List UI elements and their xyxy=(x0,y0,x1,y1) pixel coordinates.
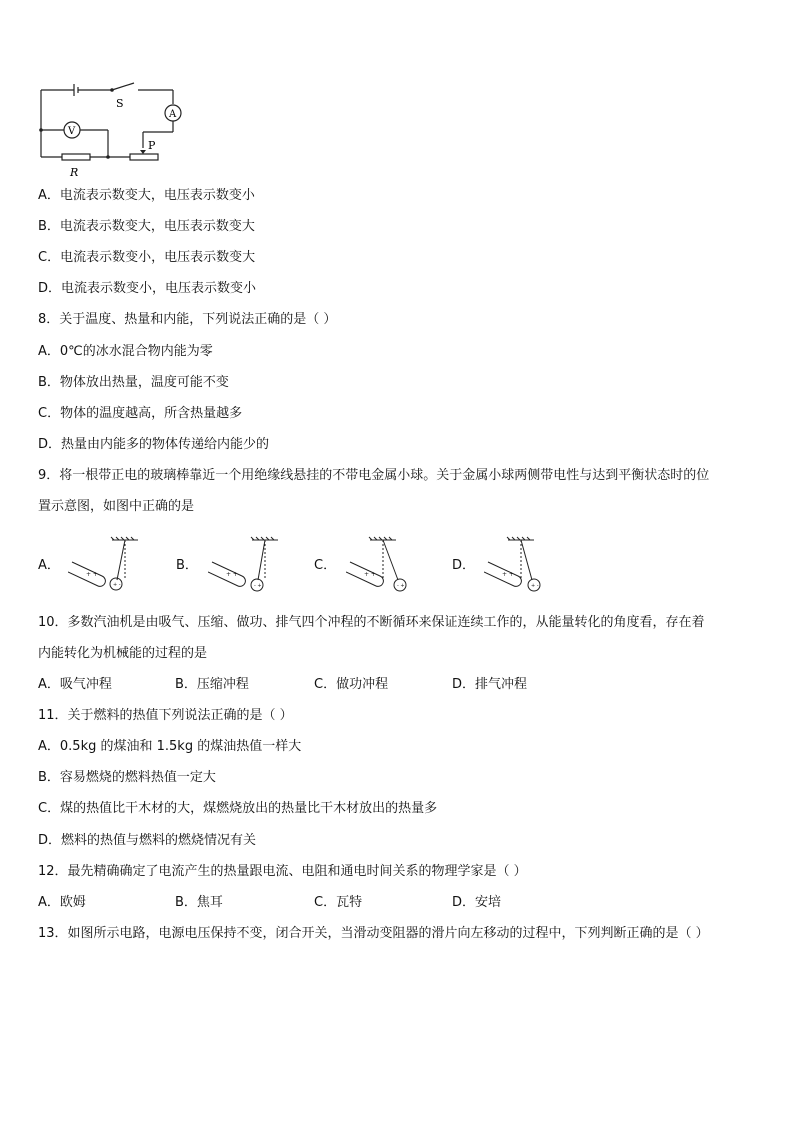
svg-text:+ +: + + xyxy=(226,571,238,578)
q8-option-d: D．热量由内能多的物体传递给内能少的 xyxy=(38,437,270,452)
q11-option-c: C．煤的热值比干木材的大，煤燃烧放出的热量比干木材放出的热量多 xyxy=(38,801,438,816)
svg-text:+ -: + - xyxy=(531,583,539,589)
q12-stem: 12．最先精确确定了电流产生的热量跟电流、电阻和通电时间关系的物理学家是（ ） xyxy=(38,864,527,879)
q12-option-d: D．安培 xyxy=(452,895,502,910)
q9-stem-line2: 置示意图，如图中正确的是 xyxy=(38,499,195,514)
q10-option-c: C．做功冲程 xyxy=(314,677,389,692)
switch-label: S xyxy=(116,97,124,110)
q9-fig-label-b: B． xyxy=(176,558,198,573)
svg-text:- +: - + xyxy=(254,583,262,589)
q8-option-a: A．0℃的冰水混合物内能为零 xyxy=(38,344,213,359)
circuit-diagram xyxy=(30,80,200,180)
q11-option-a: A．0.5kg 的煤油和 1.5kg 的煤油热值一样大 xyxy=(38,739,302,754)
svg-text:+ +: + + xyxy=(86,571,98,578)
q7-option-b: B．电流表示数变大，电压表示数变大 xyxy=(38,219,255,234)
voltmeter-label: V xyxy=(68,126,76,137)
q9-figure-d xyxy=(484,536,564,596)
q8-stem: 8．关于温度、热量和内能，下列说法正确的是（ ） xyxy=(38,312,337,327)
q9-fig-label-d: D． xyxy=(452,558,476,573)
q12-option-a: A．欧姆 xyxy=(38,895,86,910)
slider-label: P xyxy=(148,139,156,152)
q12-option-b: B．焦耳 xyxy=(175,895,223,910)
q11-option-d: D．燃料的热值与燃料的燃烧情况有关 xyxy=(38,833,257,848)
q11-stem: 11．关于燃料的热值下列说法正确的是（ ） xyxy=(38,708,293,723)
resistor-label: R xyxy=(70,166,79,179)
q12-option-c: C．瓦特 xyxy=(314,895,363,910)
q8-option-b: B．物体放出热量，温度可能不变 xyxy=(38,375,229,390)
q10-stem-line1: 10．多数汽油机是由吸气、压缩、做功、排气四个冲程的不断循环来保证连续工作的，从能量转化的角度看，存在着 xyxy=(38,615,705,630)
svg-text:+ -: + - xyxy=(113,582,121,588)
q9-stem-line1: 9．将一根带正电的玻璃棒靠近一个用绝缘线悬挂的不带电金属小球。关于金属小球两侧带电性与达到平衡状态时的位 xyxy=(38,468,710,483)
svg-text:+ +: + + xyxy=(364,571,376,578)
q7-option-d: D．电流表示数变小，电压表示数变小 xyxy=(38,281,257,296)
q9-fig-label-a: A． xyxy=(38,558,60,573)
q9-figure-c xyxy=(346,536,426,596)
q10-stem-line2: 内能转化为机械能的过程的是 xyxy=(38,646,208,661)
q7-option-a: A．电流表示数变大，电压表示数变小 xyxy=(38,188,255,203)
q8-option-c: C．物体的温度越高，所含热量越多 xyxy=(38,406,243,421)
q10-option-b: B．压缩冲程 xyxy=(175,677,249,692)
q9-fig-label-c: C． xyxy=(314,558,337,573)
q7-option-c: C．电流表示数变小，电压表示数变大 xyxy=(38,250,256,265)
q9-figure-a xyxy=(68,536,148,596)
ammeter-label: A xyxy=(169,109,177,120)
svg-text:- +: - + xyxy=(397,583,405,589)
q9-figure-b xyxy=(208,536,288,596)
svg-text:+ +: + + xyxy=(502,571,514,578)
q13-stem: 13．如图所示电路，电源电压保持不变，闭合开关，当滑动变阻器的滑片向左移动的过程中，下列判断正确的是（ ） xyxy=(38,926,709,941)
q11-option-b: B．容易燃烧的燃料热值一定大 xyxy=(38,770,216,785)
q10-option-d: D．排气冲程 xyxy=(452,677,528,692)
q10-option-a: A．吸气冲程 xyxy=(38,677,112,692)
